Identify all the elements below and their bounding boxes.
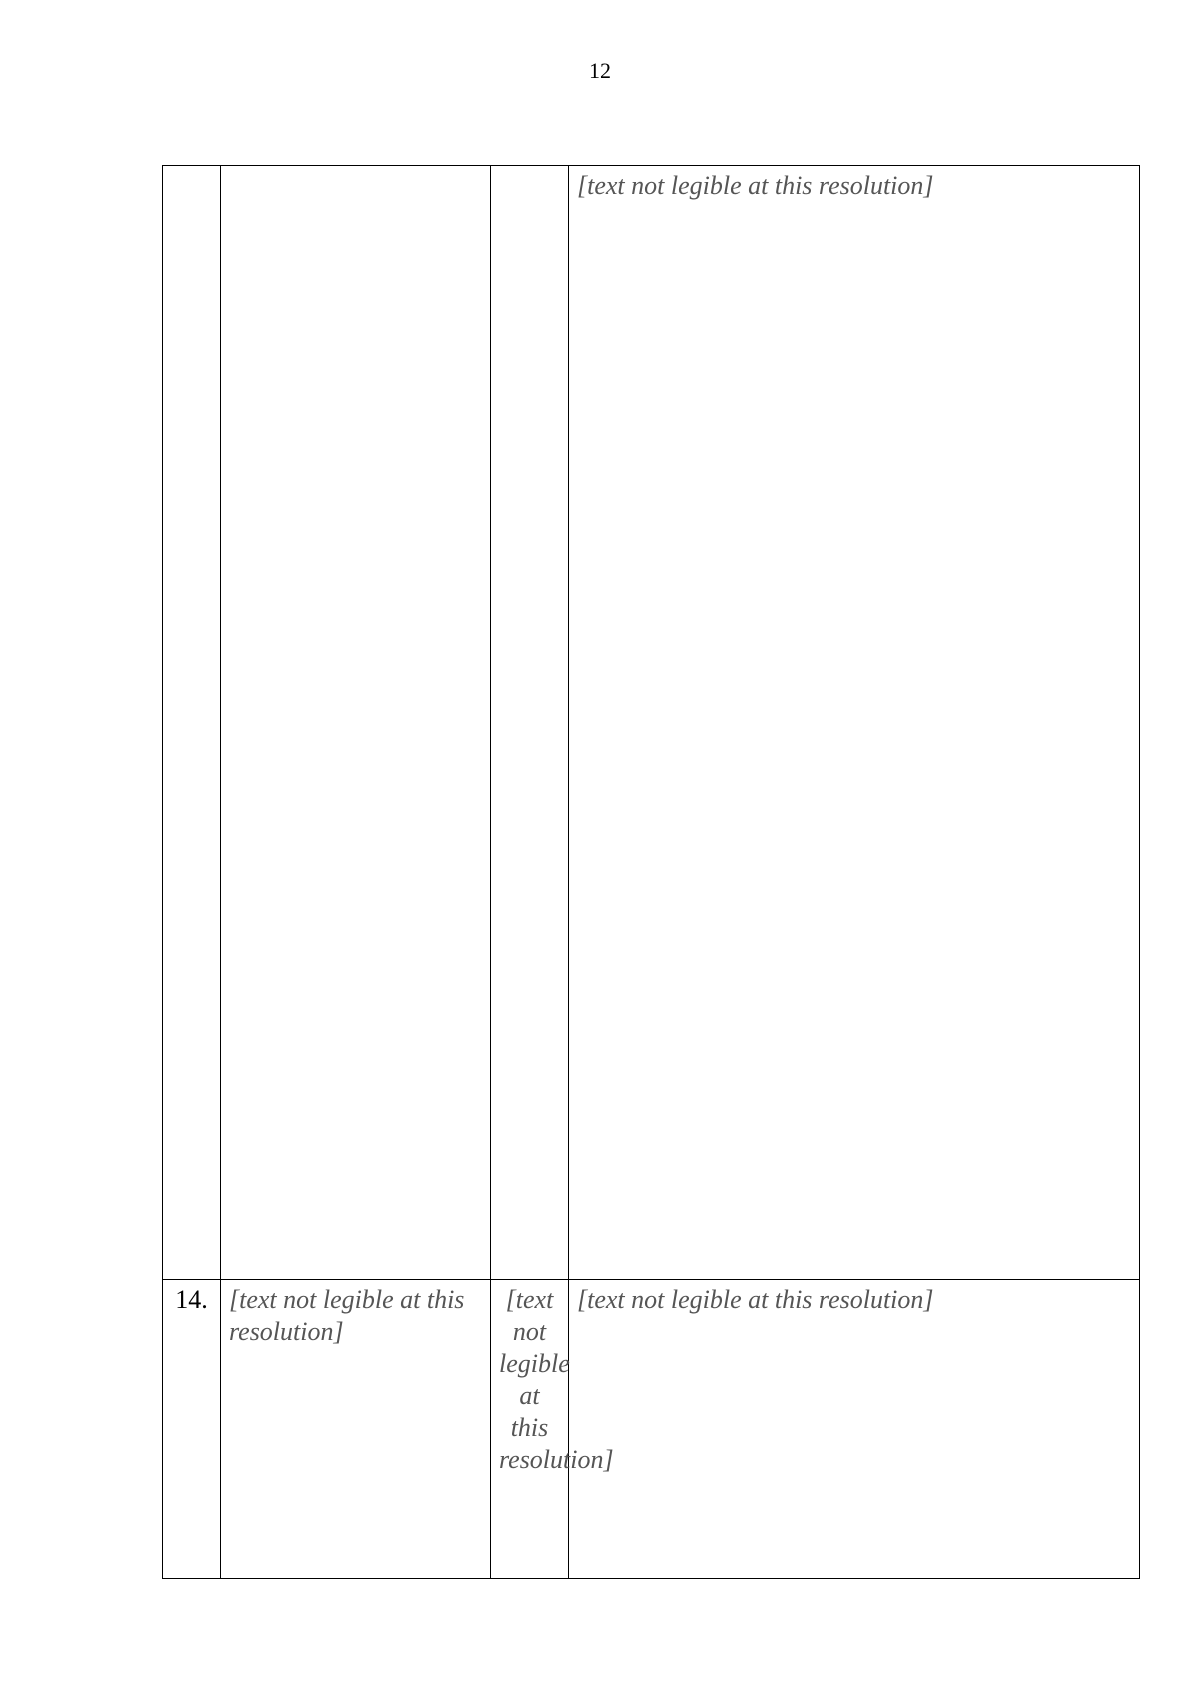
description-placeholder: [text not legible at this resolution] [577, 171, 934, 200]
row-description-cell [569, 1280, 1140, 1579]
row-number-cell [163, 166, 221, 1280]
row-year-cell [491, 1280, 614, 1579]
page-number: 12 [589, 58, 611, 83]
table-row [163, 166, 1140, 1280]
row-year-placeholder: [text not legible at this resolution] [499, 1285, 614, 1474]
row-number-cell: 14. [163, 1280, 221, 1579]
description-placeholder: [text not legible at this resolution] [577, 1285, 934, 1314]
row-year-cell [491, 166, 569, 1280]
row-name-cell [221, 166, 491, 1280]
row-name-cell [221, 1280, 491, 1579]
table-row [163, 1280, 1140, 1579]
row-name-placeholder: [text not legible at this resolution] [229, 1285, 465, 1346]
row-description-cell [569, 166, 1140, 1280]
tariff-table [162, 165, 1140, 1579]
